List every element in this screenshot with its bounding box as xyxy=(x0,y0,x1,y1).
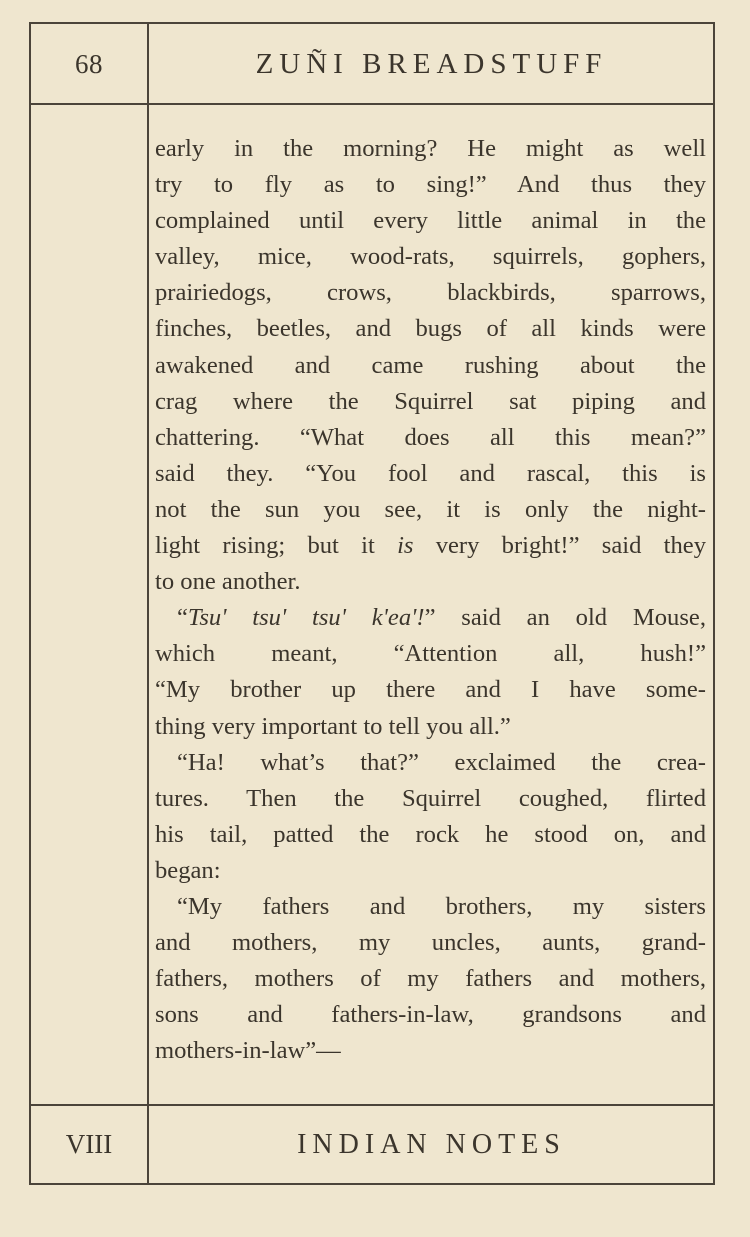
text-line: crag where the Squirrel sat piping and xyxy=(155,387,706,415)
text-line: not the sun you see, it is only the night- xyxy=(155,495,706,523)
margin-column-divider xyxy=(147,22,149,1185)
text-line: began: xyxy=(155,856,221,884)
text-line: which meant, “Attention all, hush!” xyxy=(155,640,706,668)
text-line: valley, mice, wood-rats, squirrels, gophers, xyxy=(155,243,706,271)
text-line: “My fathers and brothers, my sisters xyxy=(177,892,706,920)
text-line: early in the morning? He might as well xyxy=(155,135,706,162)
text-line: awakened and came rushing about the xyxy=(155,351,706,379)
text-line: fathers, mothers of my fathers and mothers, xyxy=(155,965,706,993)
italic-zuni-phrase: Tsu' tsu' tsu' k'ea'! xyxy=(187,604,425,632)
text-line: to one another. xyxy=(155,568,301,596)
body-text xyxy=(155,131,706,1069)
text-segment: ” said an old Mouse, xyxy=(424,604,706,632)
series-title: INDIAN NOTES xyxy=(297,1128,566,1160)
text-line: chattering. “What does all this mean?” xyxy=(155,423,706,451)
text-segment: “ xyxy=(177,604,188,632)
text-line: and mothers, my uncles, aunts, grand- xyxy=(155,929,706,957)
text-line: prairiedogs, crows, blackbirds, sparrows, xyxy=(155,279,706,307)
text-line: “My brother up there and I have some- xyxy=(155,676,706,704)
text-segment: light rising; but it xyxy=(155,532,398,560)
text-line: complained until every little animal in the xyxy=(155,207,706,235)
text-line: his tail, patted the rock he stood on, and xyxy=(155,820,706,848)
text-line: tures. Then the Squirrel coughed, flirted xyxy=(155,784,706,812)
text-line: sons and fathers-in-law, grandsons and xyxy=(155,1001,706,1029)
text-line: thing very important to tell you all.” xyxy=(155,712,511,740)
text-line: mothers-in-law”— xyxy=(155,1037,341,1065)
text-line: “Ha! what’s that?” exclaimed the crea- xyxy=(177,748,706,776)
text-line xyxy=(155,600,706,636)
text-line xyxy=(155,528,706,564)
text-line: try to fly as to sing!” And thus they xyxy=(155,171,706,199)
text-segment: very bright!” said they xyxy=(413,532,706,560)
section-number: VIII xyxy=(65,1129,113,1159)
text-line: finches, beetles, and bugs of all kinds were xyxy=(155,315,706,343)
page-number: 68 xyxy=(75,48,103,79)
running-head-title: ZUÑI BREADSTUFF xyxy=(255,47,608,80)
italic-emphasis: is xyxy=(397,532,414,560)
text-line: said they. “You fool and rascal, this is xyxy=(155,459,706,487)
